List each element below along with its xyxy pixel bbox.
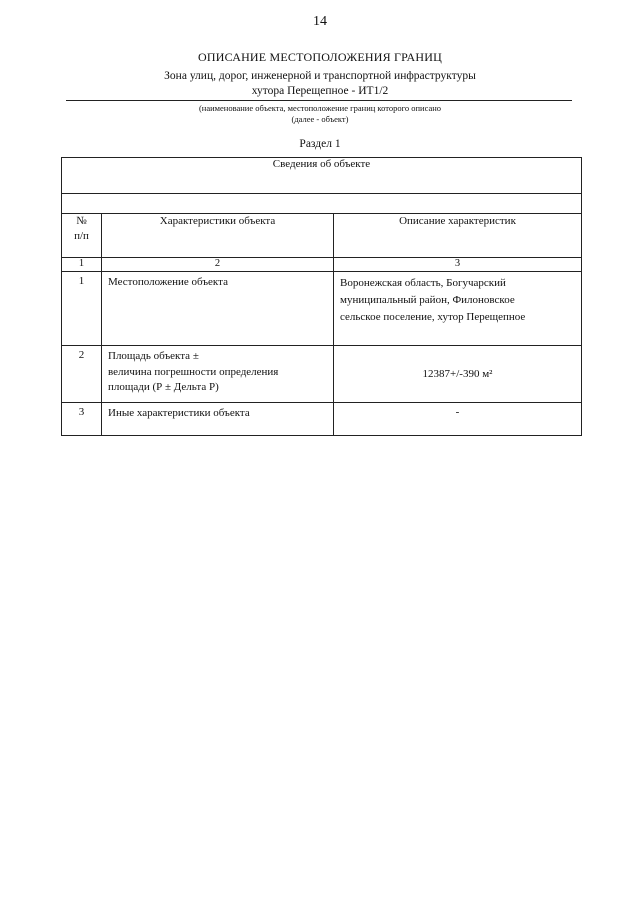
section-heading: Раздел 1 <box>299 138 341 150</box>
object-name-note <box>60 103 580 125</box>
column-number-row <box>62 258 582 272</box>
table-caption-row <box>62 158 582 194</box>
row-number: 3 <box>62 403 102 436</box>
object-name <box>60 69 580 99</box>
column-number-2: 2 <box>102 258 334 272</box>
column-number-3: 3 <box>334 258 582 272</box>
object-name-line-2: хутора Перещепное - ИТ1/2 <box>251 85 389 97</box>
note-line-2: (далее - объект) <box>291 114 349 124</box>
blank-cell <box>62 194 582 214</box>
row-description: 12387+/-390 м² <box>334 346 582 403</box>
object-name-line-1: Зона улиц, дорог, инженерной и транспортной инфраструктуры <box>164 70 476 82</box>
header-description: Описание характеристик <box>334 214 582 258</box>
table-row <box>62 346 582 403</box>
table-row <box>62 403 582 436</box>
object-info-table <box>61 157 582 436</box>
row-number: 1 <box>62 272 102 346</box>
table-row <box>62 272 582 346</box>
row-number: 2 <box>62 346 102 403</box>
underline-rule <box>66 100 572 101</box>
note-line-1: (наименование объекта, местоположение границ которого описано <box>198 103 442 113</box>
table-header-row <box>62 214 582 258</box>
column-number-1: 1 <box>62 258 102 272</box>
table-caption: Сведения об объекте <box>62 158 582 194</box>
header-number: № п/п <box>62 214 102 258</box>
header-characteristic: Характеристики объекта <box>102 214 334 258</box>
row-characteristic: Местоположение объекта <box>102 272 334 346</box>
row-characteristic: Площадь объекта ± величина погрешности определения площади (Р ± Дельта Р) <box>102 346 334 403</box>
row-description: - <box>334 403 582 436</box>
row-description: Воронежская область, Богучарский муниципальный район, Филоновское сельское поселение, хутор Перещепное <box>334 272 582 346</box>
document-title: ОПИСАНИЕ МЕСТОПОЛОЖЕНИЯ ГРАНИЦ <box>198 50 442 64</box>
table-blank-row <box>62 194 582 214</box>
page-number: 14 <box>313 14 327 29</box>
row-characteristic: Иные характеристики объекта <box>102 403 334 436</box>
